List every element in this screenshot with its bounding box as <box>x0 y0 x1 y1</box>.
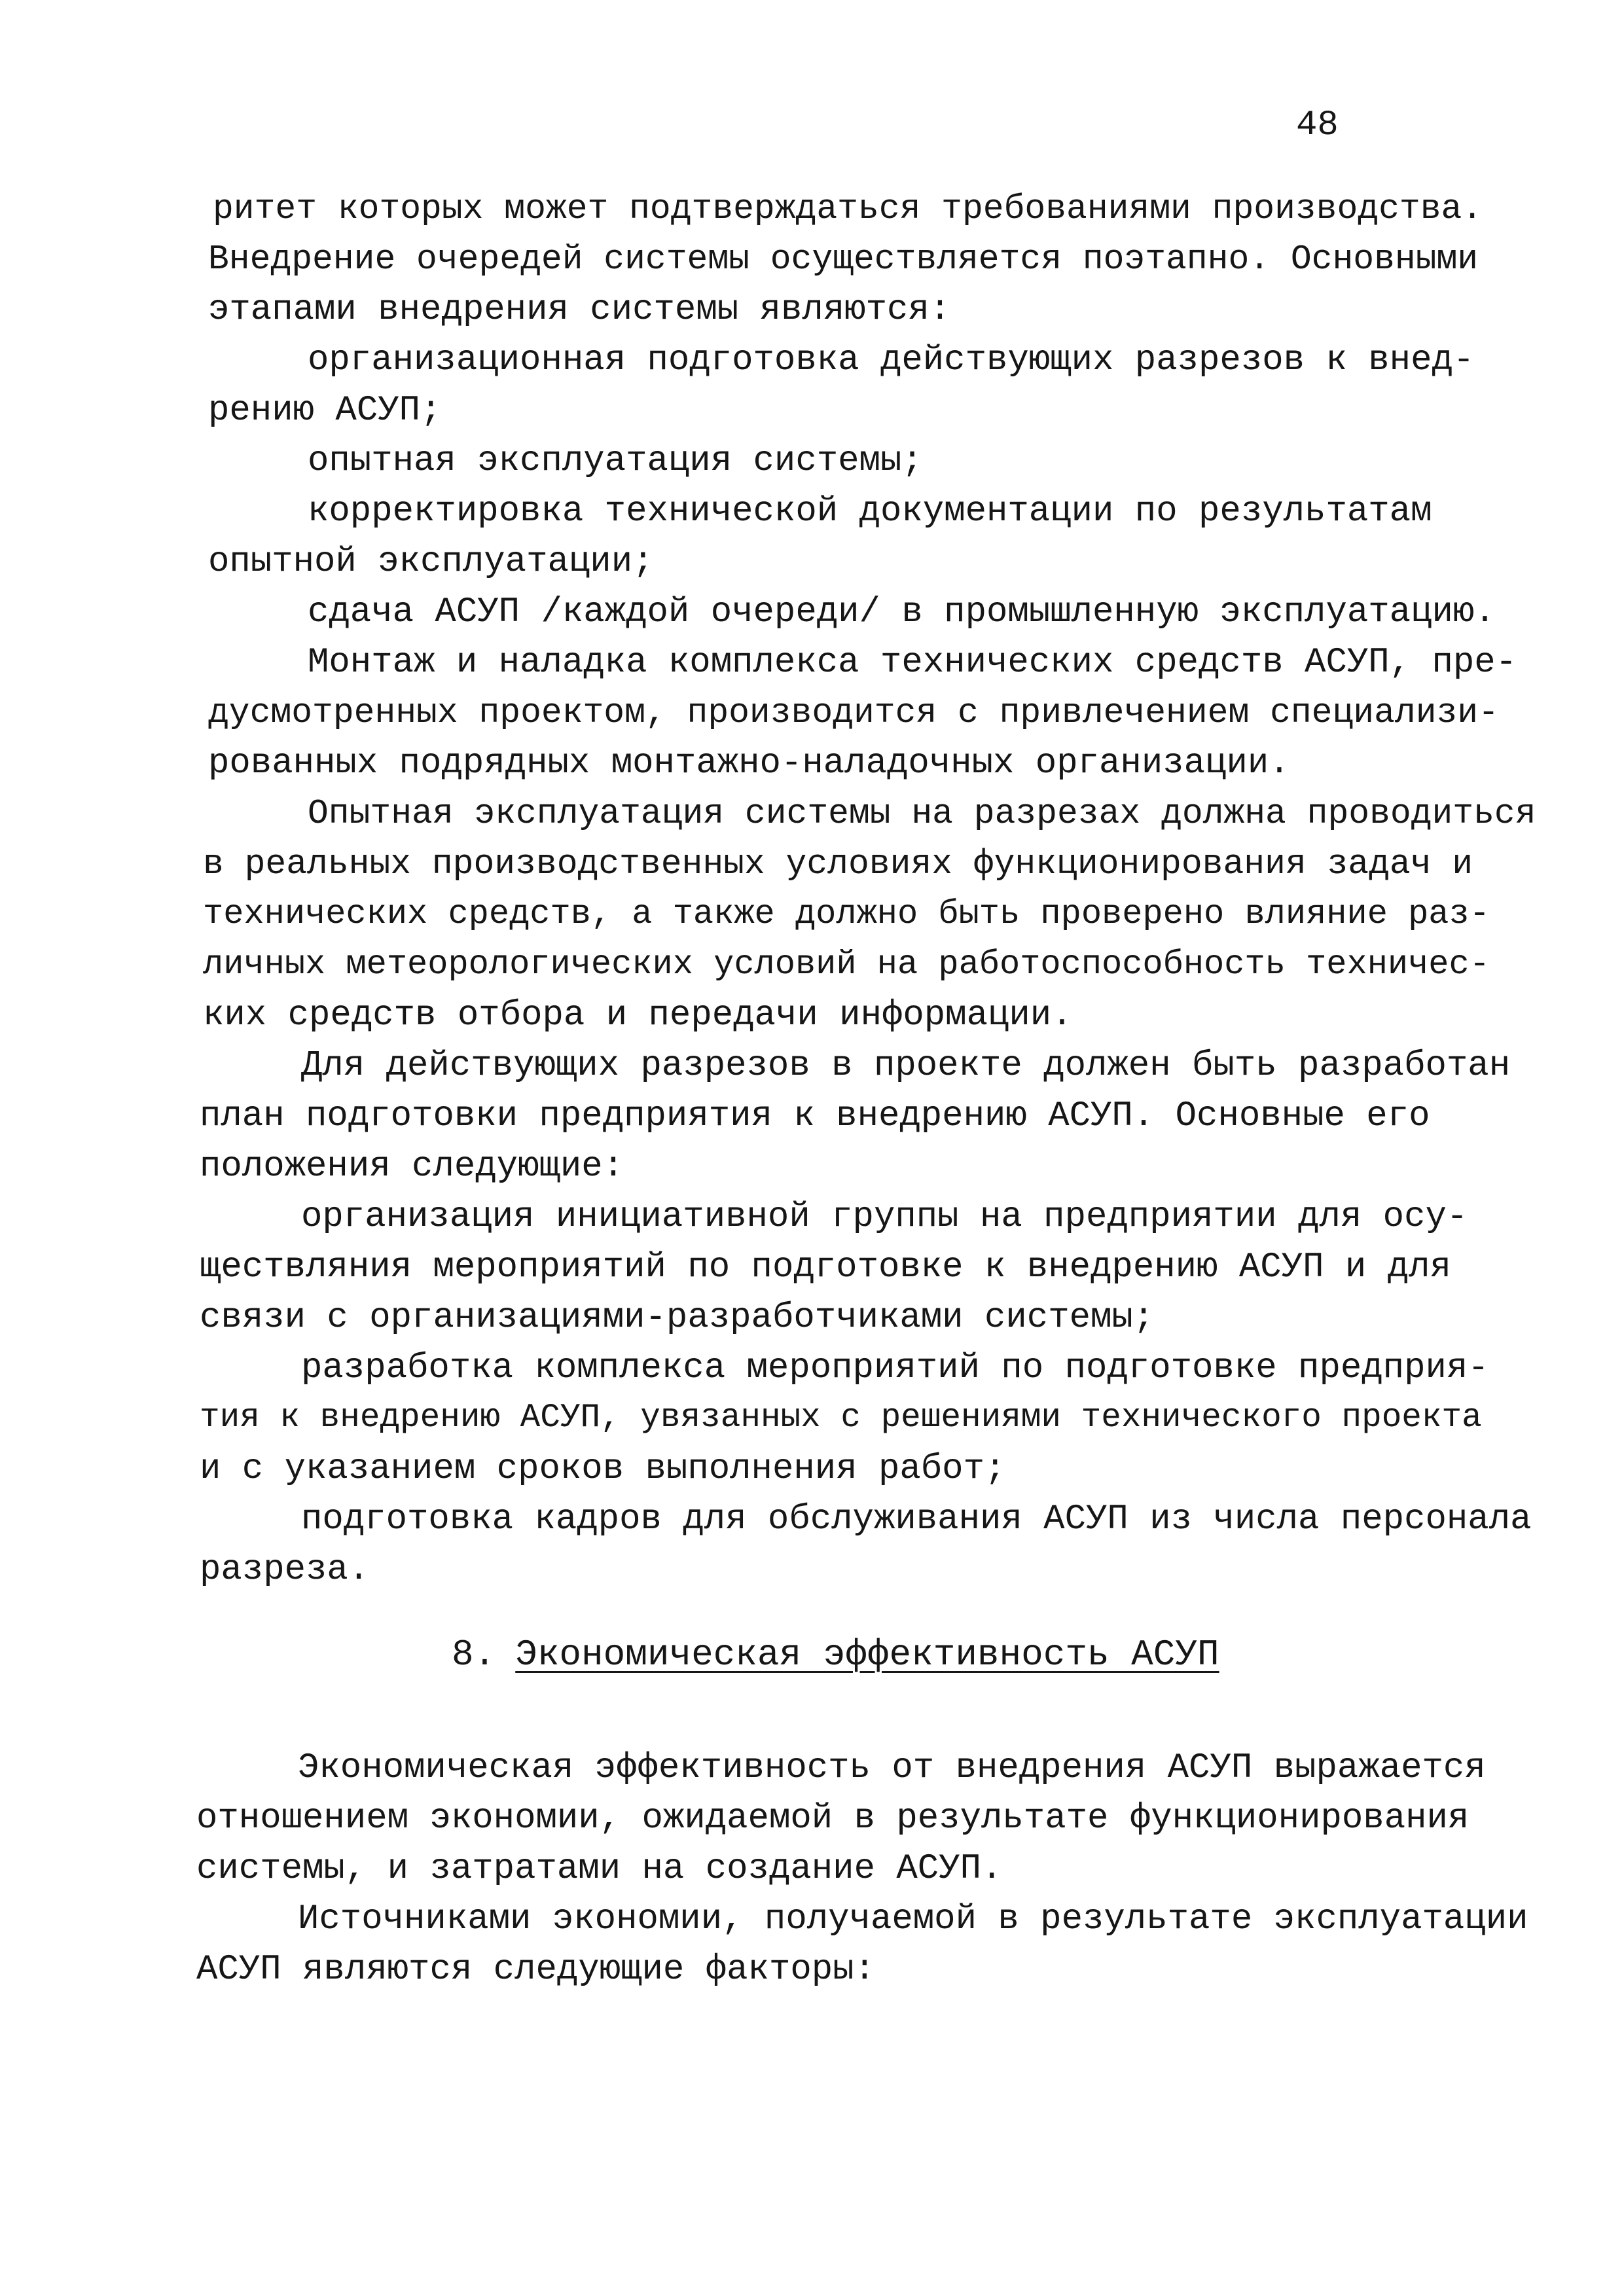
text-line: и с указанием сроков выполнения работ; <box>200 1449 1006 1489</box>
text-line: Для действующих разрезов в проекте должен быть разработан <box>301 1046 1511 1086</box>
text-line: сдача АСУП /каждой очереди/ в промышленную эксплуатацию. <box>308 592 1496 632</box>
text-line: системы, и затратами на создание АСУП. <box>196 1849 1003 1889</box>
text-line: этапами внедрения системы являются: <box>208 290 951 330</box>
page-number: 48 <box>1296 105 1339 145</box>
text-line: организационная подготовка действующих разрезов к внед- <box>308 340 1475 380</box>
text-line: ществляния мероприятий по подготовке к внедрению АСУП и для <box>200 1247 1451 1287</box>
text-line: технических средств, а также должно быть проверено влияние раз- <box>203 895 1490 933</box>
text-line: Монтаж и наладка комплекса технических средств АСУП, пре- <box>308 643 1517 683</box>
text-line: подготовка кадров для обслуживания АСУП из числа персонала <box>301 1499 1532 1539</box>
section-number: 8. <box>452 1634 496 1676</box>
text-line: связи с организациями-разработчиками системы; <box>200 1298 1155 1338</box>
text-line: ритет которых может подтверждаться требованиями производства. <box>213 189 1483 228</box>
text-line: разреза. <box>200 1550 370 1590</box>
text-line: ких средств отбора и передачи информации. <box>203 996 1073 1035</box>
text-line: организация инициативной группы на предприятии для осу- <box>301 1197 1468 1237</box>
text-line: Экономическая эффективность от внедрения АСУП выражается <box>298 1748 1486 1788</box>
text-line: личных метеорологических условий на работоспособность техничес- <box>203 945 1490 984</box>
section-heading <box>452 1634 1219 1676</box>
text-line: Источниками экономии, получаемой в результате эксплуатации <box>298 1899 1528 1939</box>
text-line: опытной эксплуатации; <box>208 542 654 582</box>
text-line: рению АСУП; <box>208 391 442 431</box>
text-line: положения следующие: <box>200 1147 624 1187</box>
text-line: рованных подрядных монтажно-наладочных организации. <box>208 744 1290 783</box>
text-line: план подготовки предприятия к внедрению АСУП. Основные его <box>200 1096 1430 1136</box>
text-line: корректировка технической документации по результатам <box>308 492 1432 531</box>
text-line: АСУП являются следующие факторы: <box>196 1950 875 1990</box>
text-line: Внедрение очередей системы осуществляется поэтапно. Основными <box>208 240 1479 279</box>
section-title: Экономическая эффективность АСУП <box>515 1634 1219 1676</box>
text-line: разработка комплекса мероприятий по подготовке предприя- <box>301 1348 1489 1388</box>
text-line: тия к внедрению АСУП, увязанных с решениями технического проекта <box>200 1399 1482 1437</box>
text-line: дусмотренных проектом, производится с привлечением специализи- <box>208 693 1499 732</box>
text-line: Опытная эксплуатация системы на разрезах должна проводиться <box>308 794 1536 833</box>
text-line: в реальных производственных условиях функционирования задач и <box>203 844 1473 884</box>
text-line: отношением экономии, ожидаемой в результате функционирования <box>196 1799 1470 1839</box>
text-line: опытная эксплуатация системы; <box>308 441 923 481</box>
